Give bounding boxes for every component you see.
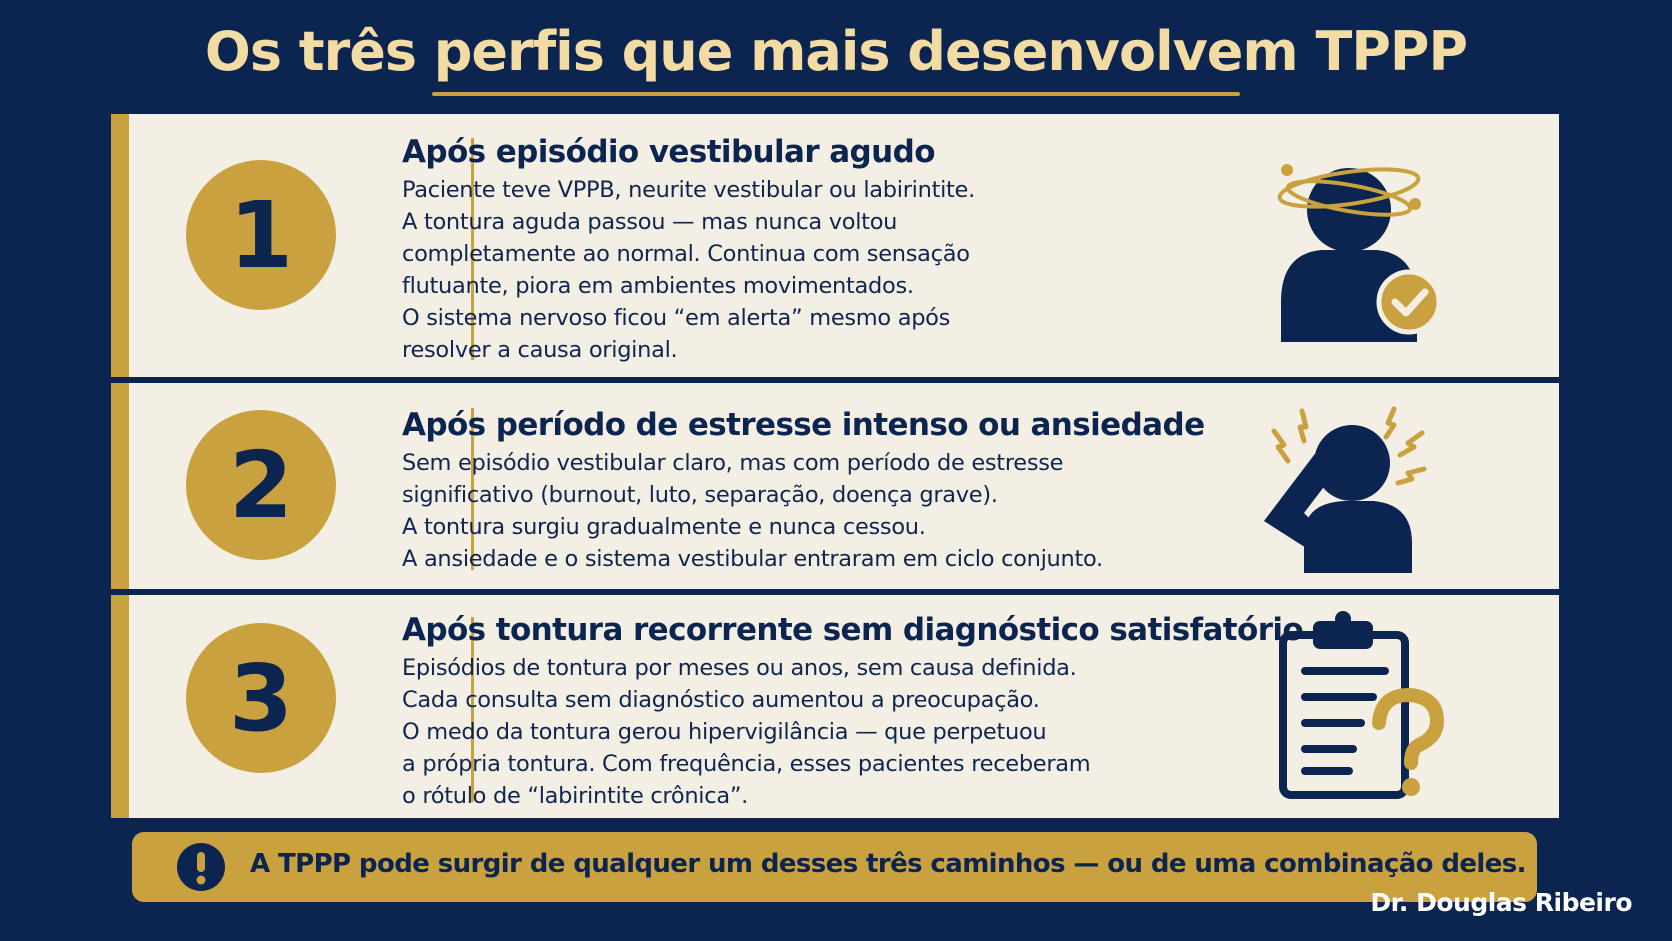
profile-card-3	[111, 595, 1559, 818]
author-signature: Dr. Douglas Ribeiro	[1370, 888, 1632, 917]
profile-heading-3: Após tontura recorrente sem diagnóstico satisfatório	[402, 612, 1304, 648]
profile-card-1	[111, 114, 1559, 377]
profile-text-2	[402, 405, 1205, 575]
banner-text: A TPPP pode surgir de qualquer um desses três caminhos — ou de uma combinação deles.	[250, 849, 1526, 879]
profile-number-2: 2	[186, 410, 336, 560]
profile-line: flutuante, piora em ambientes movimentados.	[402, 273, 914, 299]
profile-line: a própria tontura. Com frequência, esses pacientes receberam	[402, 751, 1091, 777]
profile-line: A ansiedade e o sistema vestibular entraram em ciclo conjunto.	[402, 546, 1103, 572]
profile-heading-2: Após período de estresse intenso ou ansiedade	[402, 407, 1205, 443]
profile-line: O sistema nervoso ficou “em alerta” mesmo após	[402, 305, 951, 331]
profile-line: completamente ao normal. Continua com sensação	[402, 241, 970, 267]
profile-line: A tontura surgiu gradualmente e nunca cessou.	[402, 514, 926, 540]
profile-card-2	[111, 383, 1559, 589]
stressed-person-icon	[1244, 403, 1434, 573]
page-title: Os três perfis que mais desenvolvem TPPP	[204, 20, 1468, 83]
clipboard-question-icon	[1269, 611, 1449, 801]
profile-line: significativo (burnout, luto, separação, doença grave).	[402, 482, 998, 508]
profile-line: resolver a causa original.	[402, 337, 678, 363]
exclamation-icon	[176, 842, 226, 892]
profile-line: Sem episódio vestibular claro, mas com período de estresse	[402, 450, 1064, 476]
profile-line: A tontura aguda passou — mas nunca voltou	[402, 209, 898, 235]
profile-text-1	[402, 132, 975, 366]
profile-line: Cada consulta sem diagnóstico aumentou a preocupação.	[402, 687, 1040, 713]
profile-line: Episódios de tontura por meses ou anos, sem causa definida.	[402, 655, 1077, 681]
profile-heading-1: Após episódio vestibular agudo	[402, 134, 935, 170]
summary-banner	[132, 832, 1537, 902]
profile-text-3	[402, 610, 1303, 812]
profile-number-3: 3	[186, 623, 336, 773]
dizzy-person-check-icon	[1259, 142, 1439, 342]
profile-line: O medo da tontura gerou hipervigilância — que perpetuou	[402, 719, 1047, 745]
profile-line: Paciente teve VPPB, neurite vestibular ou labirintite.	[402, 177, 975, 203]
title-underline	[432, 92, 1240, 96]
profile-number-1: 1	[186, 160, 336, 310]
profile-line: o rótulo de “labirintite crônica”.	[402, 783, 749, 809]
